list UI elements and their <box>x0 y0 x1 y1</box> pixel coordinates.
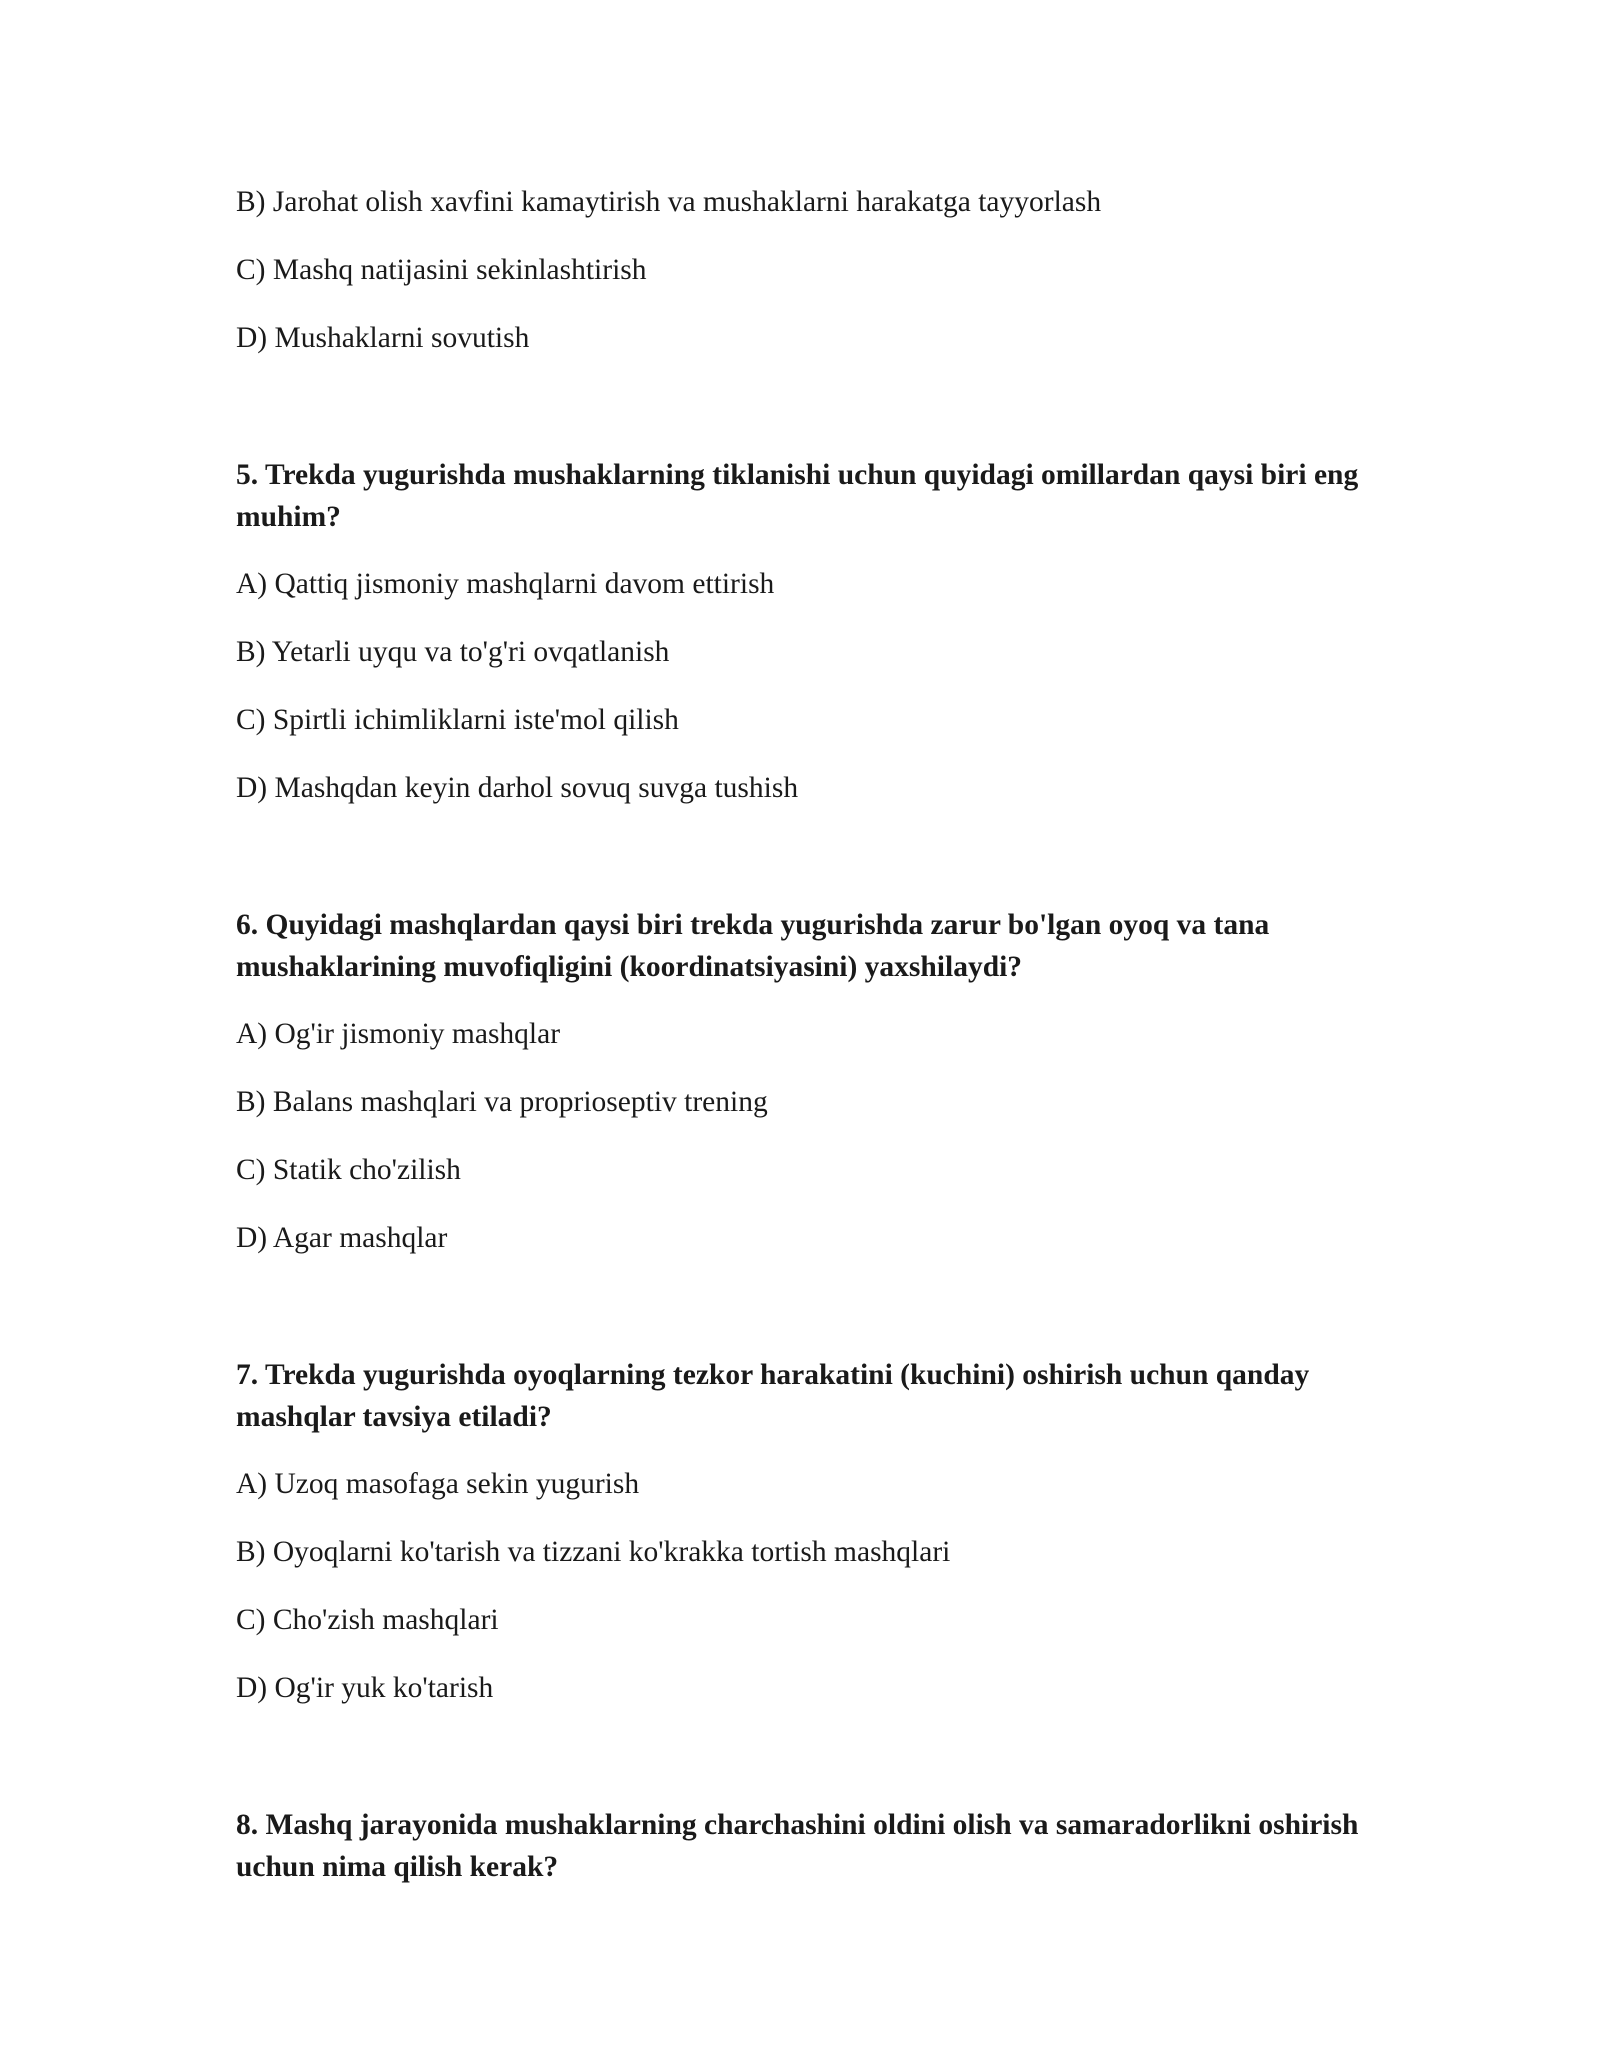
answer-option: B) Jarohat olish xavfini kamaytirish va mushaklarni harakatga tayyorlash <box>236 186 1102 218</box>
lead-options <box>236 184 1366 356</box>
answer-option: D) Og'ir yuk ko'tarish <box>236 1672 494 1704</box>
question-7 <box>236 1354 1366 1706</box>
question-text: 6. Quyidagi mashqlardan qaysi biri trekda yugurishda zarur bo'lgan oyoq va tana mushaklarining muvofiqligini (koordinatsiyasini) yaxshilaydi? <box>236 909 1270 983</box>
answer-option: A) Uzoq masofaga sekin yugurish <box>236 1468 640 1500</box>
question-8 <box>236 1804 1366 1888</box>
spacer <box>236 1288 1366 1354</box>
answer-option: C) Spirtli ichimliklarni iste'mol qilish <box>236 704 679 736</box>
spacer <box>236 1738 1366 1804</box>
answer-option: C) Cho'zish mashqlari <box>236 1604 499 1636</box>
page-content <box>236 184 1366 1916</box>
answer-option: D) Mushaklarni sovutish <box>236 322 530 354</box>
answer-option: B) Oyoqlarni ko'tarish va tizzani ko'krakka tortish mashqlari <box>236 1536 951 1568</box>
question-text: 5. Trekda yugurishda mushaklarning tiklanishi uchun quyidagi omillardan qaysi biri eng muhim? <box>236 459 1359 533</box>
answer-option: B) Balans mashqlari va proprioseptiv trening <box>236 1086 768 1118</box>
answer-option: C) Mashq natijasini sekinlashtirish <box>236 254 647 286</box>
answer-option: C) Statik cho'zilish <box>236 1154 461 1186</box>
question-5 <box>236 454 1366 806</box>
question-6 <box>236 904 1366 1256</box>
answer-option: A) Qattiq jismoniy mashqlarni davom ettirish <box>236 568 775 600</box>
answer-option: D) Agar mashqlar <box>236 1222 448 1254</box>
answer-option: B) Yetarli uyqu va to'g'ri ovqatlanish <box>236 636 670 668</box>
spacer <box>236 388 1366 454</box>
question-text: 7. Trekda yugurishda oyoqlarning tezkor harakatini (kuchini) oshirish uchun qanday mashqlar tavsiya etiladi? <box>236 1359 1310 1433</box>
spacer <box>236 838 1366 904</box>
answer-option: D) Mashqdan keyin darhol sovuq suvga tushish <box>236 772 799 804</box>
question-text: 8. Mashq jarayonida mushaklarning charchashini oldini olish va samaradorlikni oshirish uchun nima qilish kerak? <box>236 1809 1359 1883</box>
answer-option: A) Og'ir jismoniy mashqlar <box>236 1018 561 1050</box>
